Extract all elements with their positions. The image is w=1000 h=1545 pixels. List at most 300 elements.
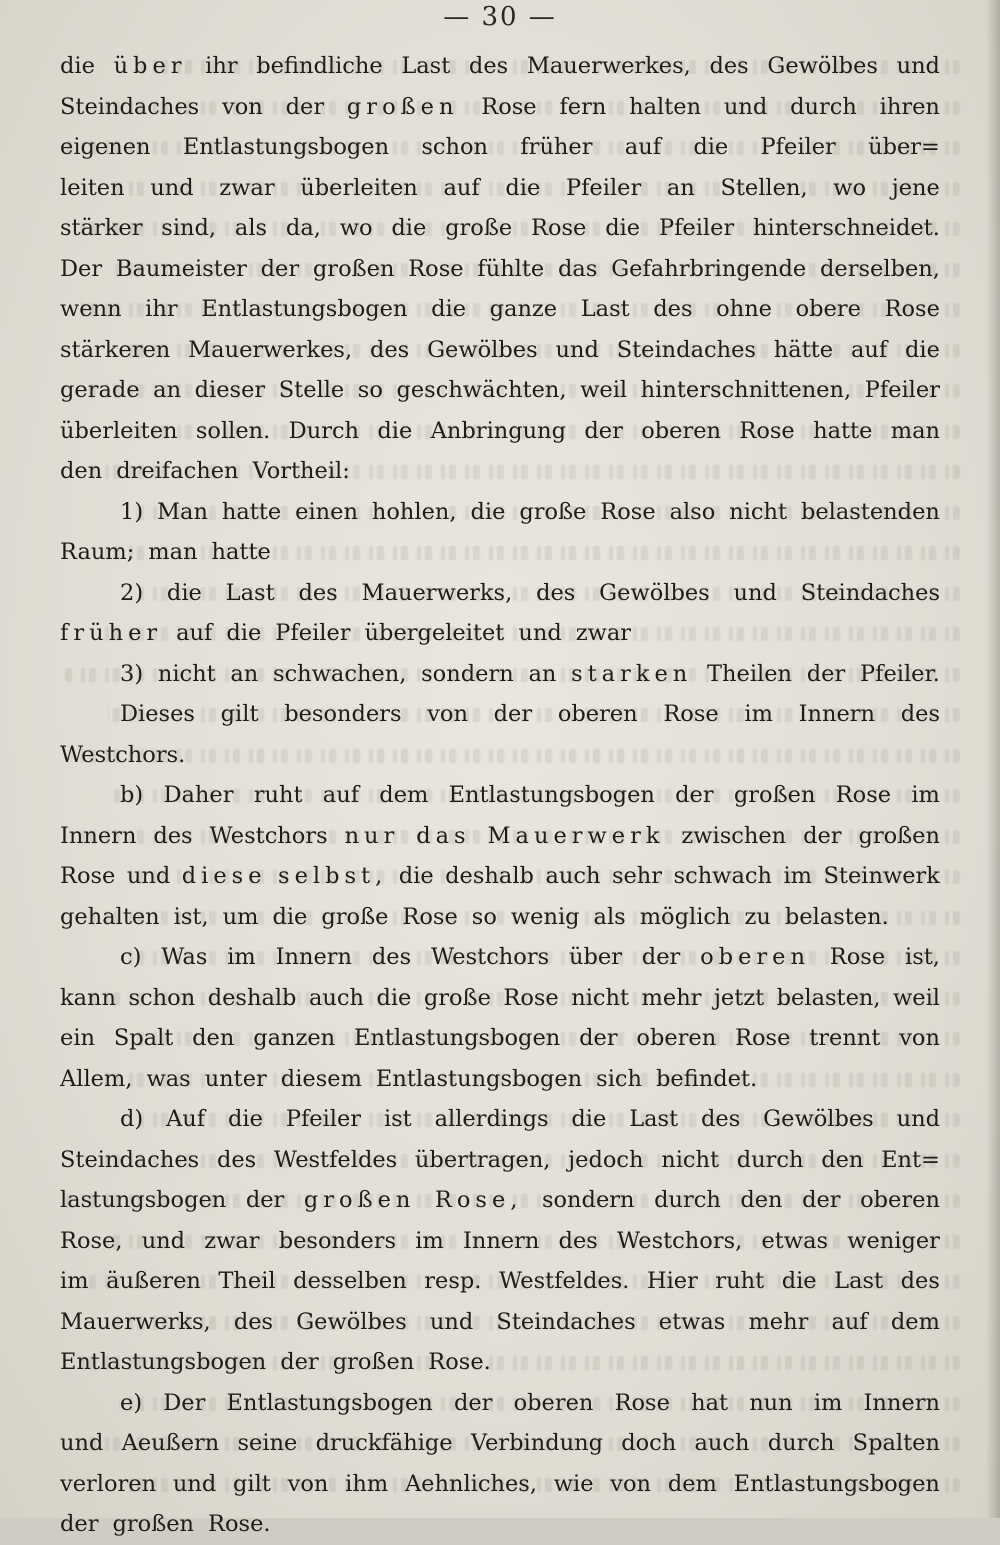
word: das — [558, 255, 598, 282]
word: wo — [339, 215, 373, 241]
word: Innern — [60, 822, 137, 849]
word: Rose — [481, 93, 537, 120]
word: ihr — [145, 296, 178, 322]
word: Rose — [835, 782, 892, 808]
word: da, — [285, 215, 321, 241]
text-line — [60, 694, 940, 735]
word: und — [60, 1430, 104, 1456]
word: Pfeiler — [760, 134, 836, 160]
text-line — [60, 411, 940, 452]
word: Last — [225, 579, 275, 606]
word: sind, — [161, 215, 217, 241]
word: gehalten — [60, 903, 160, 930]
word: Mauerwerks, — [60, 1308, 211, 1335]
word: Aeußern — [121, 1430, 220, 1456]
text-line — [60, 249, 940, 290]
word: Rose. — [208, 1511, 271, 1537]
word: zwar — [219, 174, 275, 201]
word: Auf — [166, 1106, 206, 1132]
word: großen — [733, 782, 816, 808]
word: deshalb — [445, 863, 534, 889]
word: mehr — [748, 1308, 809, 1335]
word: Rose — [884, 296, 940, 322]
word: die — [470, 498, 506, 525]
text-line — [60, 1180, 940, 1221]
word: einen — [295, 498, 358, 525]
word: oberen — [641, 417, 722, 444]
text-line — [60, 1302, 940, 1343]
word: im — [813, 1389, 843, 1416]
word: ohne — [716, 296, 772, 322]
word: des — [216, 1146, 257, 1173]
word: die — [272, 903, 308, 930]
word: Steindaches — [616, 336, 756, 363]
word: über= — [868, 134, 940, 160]
word: jetzt — [713, 984, 765, 1011]
word: Rose — [735, 1025, 791, 1051]
text-line — [60, 330, 940, 371]
word: überleiten — [60, 417, 178, 444]
word: des — [298, 579, 338, 606]
word: Rose — [739, 417, 795, 444]
word: Innern — [798, 701, 876, 727]
word: man — [148, 539, 198, 565]
text-line — [60, 1464, 940, 1505]
word: des — [900, 701, 940, 727]
word: auf — [850, 336, 888, 363]
text-line — [60, 856, 940, 897]
word: der — [60, 1511, 99, 1537]
word: auf — [443, 174, 480, 201]
word: die — [571, 1106, 607, 1132]
word: Innern — [863, 1389, 940, 1416]
word: Anbringung — [430, 417, 567, 444]
word: Rose — [600, 498, 656, 525]
word: der — [453, 1389, 493, 1416]
word: die — [905, 336, 940, 363]
word: ihr — [205, 53, 238, 79]
word: weil — [893, 984, 940, 1011]
word: des — [369, 336, 410, 363]
word: große — [445, 215, 513, 241]
word: Westchors. — [60, 741, 186, 768]
word: die — [505, 174, 541, 201]
word: nicht — [571, 984, 630, 1011]
word: Rose — [829, 944, 886, 970]
word: der — [802, 1187, 841, 1213]
word: die — [228, 1106, 263, 1132]
word: lastungsbogen — [60, 1187, 227, 1213]
text-line — [60, 1383, 940, 1424]
word: und — [733, 579, 777, 606]
word: von — [287, 1470, 329, 1497]
word: Westfeldes. — [498, 1268, 630, 1294]
word: früher — [60, 620, 163, 646]
word: Rose — [614, 1389, 670, 1416]
text-line — [60, 1059, 940, 1100]
word: diese — [181, 863, 267, 889]
word: den — [821, 1146, 864, 1173]
word: Entlastungsbogen — [201, 296, 408, 322]
word: oberen — [557, 701, 638, 727]
word: der — [641, 944, 681, 970]
word: Rose — [663, 701, 719, 727]
word: oberen — [860, 1187, 940, 1213]
word: Spalt — [113, 1025, 174, 1051]
word: jene — [891, 174, 940, 201]
body-text — [60, 46, 940, 1545]
word: Entlastungsbogen — [182, 134, 390, 160]
word: Westchors — [209, 822, 328, 849]
word: druckfähige — [315, 1430, 453, 1456]
word: Hier — [646, 1268, 698, 1294]
word: die — [377, 417, 413, 444]
word: große — [321, 903, 389, 930]
word: im — [227, 944, 256, 970]
word: früher — [520, 134, 593, 160]
word: fern — [559, 93, 607, 120]
word: ganzen — [253, 1025, 336, 1051]
word: besonders — [284, 701, 402, 727]
word: allerdings — [434, 1106, 549, 1132]
word: obere — [795, 296, 861, 322]
word: e) — [120, 1389, 143, 1416]
word: gilt — [220, 701, 259, 727]
word: belastenden — [800, 498, 940, 525]
word: man — [890, 417, 940, 444]
word: belasten. — [784, 903, 889, 930]
word: zwischen — [681, 822, 787, 849]
word: die — [605, 215, 641, 241]
word: Pfeiler — [658, 215, 735, 241]
word: dem — [890, 1308, 940, 1335]
word: gerade — [60, 377, 140, 403]
text-line — [60, 1099, 940, 1140]
text-line — [60, 1504, 940, 1545]
word: Innern — [275, 944, 353, 970]
page-edge-shadow — [986, 0, 1000, 1518]
word: Rose. — [428, 1349, 491, 1375]
word: Stellen, — [720, 174, 808, 201]
word: möglich — [639, 903, 731, 930]
word: Entlastungsbogen — [733, 1470, 940, 1497]
word: stärker — [60, 215, 143, 241]
word: Pfeiler — [275, 620, 351, 646]
page-number: — 30 — — [443, 2, 557, 32]
word: Last — [834, 1268, 884, 1294]
word: nur — [344, 822, 400, 849]
word: äußeren — [106, 1268, 201, 1294]
word: besonders — [278, 1227, 397, 1254]
word: so — [471, 903, 497, 930]
word: und — [126, 863, 171, 889]
word: Steindaches — [60, 1146, 200, 1173]
word: den — [60, 458, 103, 484]
word: Pfeiler — [565, 174, 642, 201]
word: sondern — [421, 660, 514, 687]
word: Entlastungsbogen — [375, 1065, 583, 1092]
word: Rose — [60, 863, 116, 889]
word: Vortheil: — [252, 458, 350, 484]
word: des — [536, 579, 576, 606]
word: Raum; — [60, 539, 135, 565]
word: des — [701, 1106, 741, 1132]
word: großen — [303, 1187, 416, 1213]
word: von — [610, 1470, 652, 1497]
word: durch — [736, 1146, 804, 1173]
word: etwas — [658, 1308, 726, 1335]
word: Westchors — [431, 944, 550, 970]
word: Gewölbes — [763, 1106, 874, 1132]
word: die — [376, 984, 412, 1011]
word: ist — [383, 1106, 412, 1132]
word: dem — [667, 1470, 717, 1497]
word: hatte — [221, 498, 282, 525]
word: Der — [163, 1389, 206, 1416]
word: auch — [694, 1430, 750, 1456]
word: um — [222, 903, 259, 930]
text-line — [60, 370, 940, 411]
word: Last — [629, 1106, 679, 1132]
word: unter — [204, 1065, 267, 1092]
word: diesem — [280, 1065, 362, 1092]
word: und — [150, 174, 194, 201]
word: ist, — [905, 944, 940, 970]
word: ein — [60, 1025, 96, 1051]
word: den — [192, 1025, 235, 1051]
word: die — [226, 620, 262, 646]
word: Theilen — [707, 660, 793, 687]
word: der — [579, 1025, 618, 1051]
text-line — [60, 492, 940, 533]
word: die — [781, 1268, 817, 1294]
word: etwas — [761, 1227, 829, 1254]
word: Westchors, — [616, 1227, 743, 1254]
word: ist, — [173, 903, 209, 930]
word: Mauerwerkes, — [526, 53, 691, 79]
word: großen — [858, 822, 940, 849]
word: an — [230, 660, 259, 687]
text-line — [60, 654, 940, 695]
word: trennt — [809, 1025, 881, 1051]
word: Last — [580, 296, 630, 322]
word: auf — [176, 620, 213, 646]
word: ruht — [253, 782, 303, 808]
text-line — [60, 897, 940, 938]
word: des — [709, 53, 749, 79]
word: und — [429, 1308, 474, 1335]
word: wenig — [510, 903, 580, 930]
word: Stelle — [278, 377, 345, 403]
word: die — [693, 134, 729, 160]
word: Steindaches — [60, 93, 200, 120]
word: Man — [157, 498, 208, 525]
word: der — [803, 822, 842, 849]
word: Der — [60, 255, 103, 282]
word: weil — [580, 377, 628, 403]
word: großen — [112, 1511, 195, 1537]
word: auch — [545, 863, 601, 889]
word: der — [584, 417, 623, 444]
text-line — [60, 289, 940, 330]
text-line — [60, 46, 940, 87]
word: die — [391, 215, 427, 241]
word: von — [222, 93, 263, 120]
word: jedoch — [568, 1146, 644, 1173]
word: übertragen, — [414, 1146, 551, 1173]
word: des — [468, 53, 509, 79]
word: durch — [790, 93, 857, 120]
word: von — [899, 1025, 940, 1051]
word: des — [558, 1227, 598, 1254]
word: derselben, — [820, 255, 940, 282]
word: kann — [60, 984, 117, 1011]
word: des — [653, 296, 693, 322]
word: Mauerwerks, — [361, 579, 513, 606]
word: der — [806, 660, 846, 687]
word: die — [166, 579, 202, 606]
word: als — [234, 215, 268, 241]
word: desselben — [293, 1268, 407, 1294]
word: Ent= — [881, 1146, 940, 1173]
word: durch — [767, 1430, 835, 1456]
word: Innern — [462, 1227, 540, 1254]
word: großen — [312, 255, 395, 282]
text-line — [60, 532, 940, 573]
word: Dieses — [120, 701, 195, 727]
word: des — [153, 822, 193, 849]
word: hinterschneidet. — [753, 215, 940, 241]
text-line — [60, 613, 940, 654]
word: von — [427, 701, 468, 727]
word: der — [493, 701, 533, 727]
word: sollen. — [195, 417, 271, 444]
word: den — [740, 1187, 783, 1213]
word: der — [260, 255, 300, 282]
word: sich — [596, 1065, 643, 1092]
word: Entlastungsbogen — [354, 1025, 561, 1051]
word: nicht — [157, 660, 216, 687]
word: über — [113, 53, 187, 79]
word: resp. — [424, 1268, 482, 1294]
word: Theil — [218, 1268, 276, 1294]
text-line — [60, 978, 940, 1019]
word: auf — [624, 134, 662, 160]
word: die — [398, 863, 434, 889]
word: Gewölbes — [427, 336, 538, 363]
text-line — [60, 816, 940, 857]
word: im — [60, 1268, 89, 1294]
text-line — [60, 1342, 940, 1383]
word: mehr — [641, 984, 702, 1011]
word: weniger — [847, 1227, 940, 1254]
word: dem — [379, 782, 429, 808]
word: hohlen, — [371, 498, 457, 525]
word: gilt — [233, 1470, 271, 1497]
word: starken — [571, 660, 693, 687]
word: hatte — [211, 539, 271, 565]
word: Rose, — [434, 1187, 523, 1213]
word: im — [744, 701, 773, 727]
word: und — [172, 1470, 217, 1497]
word: sondern — [541, 1187, 635, 1213]
word: und — [555, 336, 599, 363]
word: Durch — [288, 417, 360, 444]
word: sehr — [611, 863, 663, 889]
text-line — [60, 168, 940, 209]
word: die — [431, 296, 467, 322]
text-line — [60, 1261, 940, 1302]
word: auf — [831, 1308, 868, 1335]
word: ruht — [715, 1268, 765, 1294]
word: Rose — [531, 215, 587, 241]
text-line — [60, 1221, 940, 1262]
word: hinterschnittenen, — [640, 377, 852, 403]
word: zu — [744, 903, 771, 930]
word: Allem, — [60, 1065, 133, 1092]
word: das — [416, 822, 471, 849]
word: d) — [120, 1106, 144, 1132]
word: Verbindung — [470, 1430, 603, 1456]
word: Steinwerk — [823, 863, 940, 889]
word: wo — [833, 174, 867, 201]
word: schon — [421, 134, 489, 160]
word: was — [146, 1065, 191, 1092]
text-line — [60, 1423, 940, 1464]
word: selbst, — [278, 863, 388, 889]
word: befindliche — [256, 53, 383, 79]
word: dreifachen — [116, 458, 239, 484]
word: Steindaches — [496, 1308, 636, 1335]
word: über — [568, 944, 622, 970]
word: großen — [332, 1349, 415, 1375]
word: oberen — [513, 1389, 594, 1416]
word: Entlastungsbogen — [60, 1349, 267, 1375]
word: nun — [749, 1389, 793, 1416]
word: Spalten — [852, 1430, 940, 1456]
word: ihren — [879, 93, 940, 120]
word: Pfeiler — [864, 377, 940, 403]
word: im — [911, 782, 940, 808]
word: c) — [120, 944, 142, 970]
word: leiten — [60, 174, 125, 201]
word: schwachen, — [273, 660, 407, 687]
word: zwar — [575, 620, 632, 646]
word: so — [357, 377, 383, 403]
word: der — [285, 93, 325, 120]
word: und — [896, 53, 940, 79]
word: nicht — [729, 498, 788, 525]
word: zwar — [204, 1227, 260, 1254]
word: Mauerwerkes, — [188, 336, 353, 363]
word: der — [280, 1349, 319, 1375]
word: fühlte — [477, 255, 545, 282]
word: hatte — [813, 417, 873, 444]
word: stärkeren — [60, 336, 171, 363]
word: dieser — [194, 377, 266, 403]
word: auf — [322, 782, 360, 808]
word: und — [518, 620, 562, 646]
word: übergeleitet — [364, 620, 505, 646]
text-line — [60, 87, 940, 128]
word: durch — [654, 1187, 721, 1213]
word: wenn — [60, 296, 122, 322]
word: Baumeister — [115, 255, 247, 282]
word: oberen — [636, 1025, 717, 1051]
word: an — [153, 377, 182, 403]
text-line — [60, 1140, 940, 1181]
word: 1) — [120, 498, 144, 525]
